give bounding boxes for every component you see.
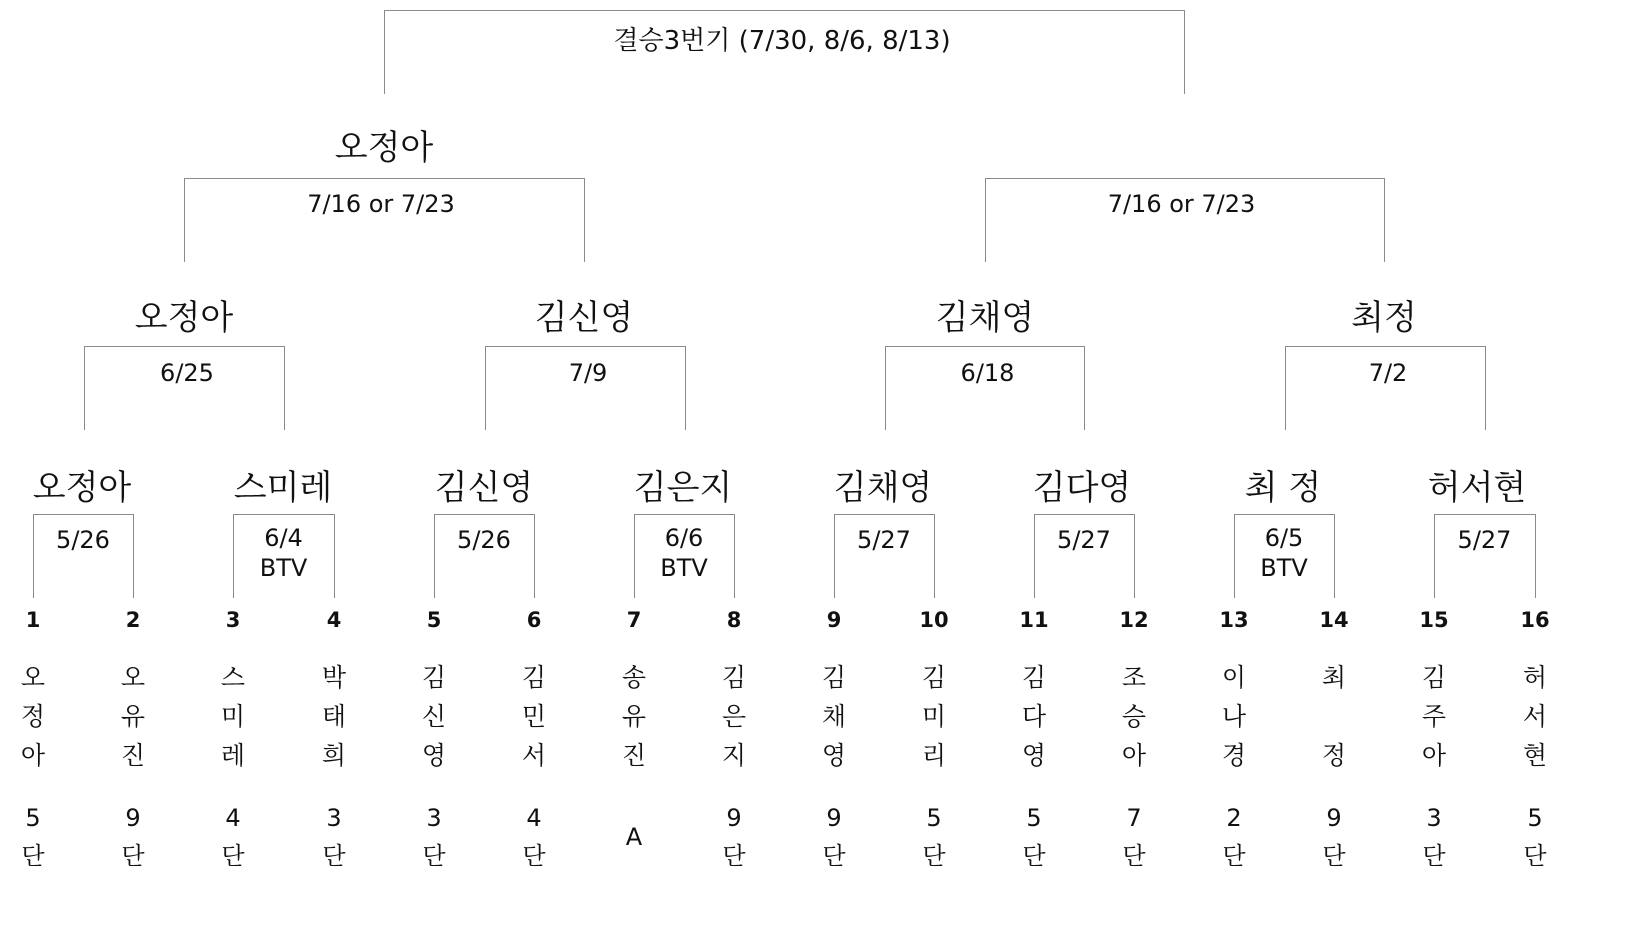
player-name-char: 김 [921,663,947,692]
player-name-char: 미 [220,702,246,731]
seed-number-16: 16 [1520,608,1550,632]
player-name-char: 최 [1321,663,1347,692]
r16-winner-8: 허서현 [1427,468,1527,508]
seed-number-7: 7 [626,608,642,632]
r16-date-5: 5/27 [857,526,911,554]
player-name-char: 정 [20,702,46,731]
final-bracket-right [1184,10,1185,94]
qf-date-3: 6/18 [960,359,1015,387]
player-rank: 단 [121,842,145,870]
r16-winner-7: 최 정 [1244,468,1322,508]
r16-broadcast-7: BTV [1260,554,1308,582]
qf-date-2: 7/9 [568,359,608,387]
qf-date-1: 6/25 [160,359,214,387]
player-name-char: 진 [621,741,647,770]
qf-winner-3: 김채영 [935,298,1035,338]
player-rank: 9 [726,804,742,832]
qf-bracket-2-top [485,346,686,347]
player-name-char: 김 [721,663,747,692]
player-name-char: 태 [321,702,347,731]
player-name-char: 서 [521,741,547,770]
seed-number-11: 11 [1019,608,1049,632]
r16-date-1: 5/26 [56,526,110,554]
r16-bracket-4-right [734,514,735,598]
player-name-char: 현 [1522,741,1548,770]
seed-number-12: 12 [1119,608,1149,632]
r16-bracket-7-top [1234,514,1335,515]
semi-bracket-2-left [985,178,986,262]
player-rank: A [625,823,643,851]
player-rank: 단 [722,842,746,870]
r16-bracket-3-right [534,514,535,598]
r16-winner-4: 김은지 [633,468,733,508]
player-name-char: 박 [321,663,347,692]
r16-winner-6: 김다영 [1032,468,1132,508]
player-name-char: 오 [20,663,46,692]
player-name-char: 채 [821,702,847,731]
qf-bracket-1-left [84,346,85,430]
player-rank: 5 [1026,804,1042,832]
r16-date-8: 5/27 [1457,526,1512,554]
player-rank: 단 [1022,842,1046,870]
r16-date-4: 6/6 [664,524,704,552]
r16-bracket-1-right [133,514,134,598]
player-rank: 3 [326,804,342,832]
qf-bracket-4-right [1485,346,1486,430]
player-rank: 4 [225,804,241,832]
seed-number-1: 1 [25,608,41,632]
r16-bracket-4-top [634,514,735,515]
r16-date-7: 6/5 [1264,524,1304,552]
player-name-char: 은 [721,702,747,731]
semi-winner-label: 오정아 [334,128,434,168]
player-rank: 9 [826,804,842,832]
semi-bracket-1-left [184,178,185,262]
player-name-char: 허 [1522,663,1548,692]
r16-bracket-3-left [434,514,435,598]
seed-number-14: 14 [1319,608,1349,632]
semi-date-1: 7/16 or 7/23 [307,190,455,218]
final-bracket-top [384,10,1185,11]
player-name-char: 주 [1421,702,1447,731]
player-rank: 단 [922,842,946,870]
player-name-char: 미 [921,702,947,731]
player-rank: 단 [522,842,546,870]
r16-broadcast-2: BTV [259,554,308,582]
player-name-char: 김 [1421,663,1447,692]
player-rank: 2 [1226,804,1242,832]
r16-bracket-8-right [1535,514,1536,598]
player-rank: 5 [25,804,41,832]
seed-number-8: 8 [726,608,742,632]
player-rank: 5 [1527,804,1543,832]
player-name-char: 다 [1021,702,1047,731]
r16-bracket-5-right [934,514,935,598]
player-name-char: 아 [1121,741,1147,770]
r16-bracket-7-right [1334,514,1335,598]
player-rank: 단 [1322,842,1346,870]
player-name-char: 나 [1221,702,1247,731]
player-name-char: 김 [1021,663,1047,692]
r16-bracket-5-left [834,514,835,598]
player-name-char: 레 [220,741,246,770]
final-bracket-left [384,10,385,94]
player-name-char: 영 [1021,741,1047,770]
player-name-char: 경 [1221,741,1247,770]
player-name-char: 오 [120,663,146,692]
seed-number-6: 6 [526,608,542,632]
player-name-char: 스 [220,663,246,692]
player-rank: 3 [426,804,442,832]
qf-bracket-1-top [84,346,285,347]
player-rank: 5 [926,804,942,832]
player-rank: 단 [822,842,846,870]
player-name-char: 아 [1421,741,1447,770]
r16-winner-5: 김채영 [833,468,933,508]
r16-date-2: 6/4 [264,524,303,552]
r16-bracket-1-left [33,514,34,598]
qf-bracket-4-left [1285,346,1286,430]
qf-bracket-3-top [885,346,1085,347]
r16-winner-2: 스미레 [233,468,333,508]
player-name-char: 승 [1121,702,1147,731]
player-name-char: 이 [1221,663,1247,692]
semi-bracket-2-top [985,178,1385,179]
player-rank: 단 [1122,842,1146,870]
r16-bracket-6-right [1134,514,1135,598]
player-name-char: 조 [1121,663,1147,692]
qf-date-4: 7/2 [1368,359,1408,387]
player-name-char: 아 [20,741,46,770]
qf-winner-4: 최정 [1351,298,1417,338]
player-rank: 단 [322,842,346,870]
seed-number-2: 2 [125,608,141,632]
r16-bracket-4-left [634,514,635,598]
qf-bracket-2-left [485,346,486,430]
player-rank: 7 [1126,804,1142,832]
r16-date-3: 5/26 [457,526,511,554]
seed-number-9: 9 [826,608,842,632]
player-name-char: 김 [421,663,447,692]
qf-bracket-1-right [284,346,285,430]
player-rank: 단 [21,842,45,870]
r16-bracket-8-top [1434,514,1536,515]
r16-date-6: 5/27 [1057,526,1111,554]
qf-bracket-3-right [1084,346,1085,430]
player-name-char: 희 [321,741,347,770]
player-rank: 단 [221,842,245,870]
player-rank: 3 [1426,804,1442,832]
player-name-char: 지 [721,741,747,770]
semi-bracket-1-top [184,178,585,179]
seed-number-5: 5 [426,608,442,632]
final-title: 결승3번기 (7/30, 8/6, 8/13) [613,26,951,56]
player-name-char: 김 [821,663,847,692]
seed-number-4: 4 [326,608,342,632]
player-name-char: 신 [421,702,447,731]
player-rank: 단 [422,842,446,870]
r16-bracket-6-top [1034,514,1135,515]
semi-date-2: 7/16 or 7/23 [1107,190,1256,218]
r16-bracket-8-left [1434,514,1435,598]
player-name-char: 진 [120,741,146,770]
seed-number-3: 3 [225,608,241,632]
qf-bracket-2-right [685,346,686,430]
player-name-char: 송 [621,663,647,692]
r16-broadcast-4: BTV [660,554,708,582]
player-rank: 9 [125,804,141,832]
qf-winner-2: 김신영 [534,298,634,338]
qf-winner-1: 오정아 [134,298,234,338]
player-name-char: 서 [1522,702,1548,731]
qf-bracket-4-top [1285,346,1486,347]
semi-bracket-2-right [1384,178,1385,262]
r16-bracket-2-top [233,514,335,515]
seed-number-13: 13 [1219,608,1249,632]
seed-number-10: 10 [919,608,949,632]
r16-bracket-2-right [334,514,335,598]
r16-bracket-1-top [33,514,134,515]
player-name-char: 리 [921,741,947,770]
player-rank: 단 [1523,842,1547,870]
player-rank: 단 [1222,842,1246,870]
qf-bracket-3-left [885,346,886,430]
r16-bracket-7-left [1234,514,1235,598]
player-rank: 단 [1422,842,1446,870]
player-name-char: 유 [120,702,146,731]
player-name-char: 영 [821,741,847,770]
player-name-char: 김 [521,663,547,692]
seed-number-15: 15 [1419,608,1449,632]
player-name-char: 영 [421,741,447,770]
r16-winner-3: 김신영 [434,468,534,508]
r16-winner-1: 오정아 [32,468,132,508]
r16-bracket-3-top [434,514,535,515]
player-rank: 4 [526,804,542,832]
r16-bracket-5-top [834,514,935,515]
r16-bracket-6-left [1034,514,1035,598]
player-rank: 9 [1326,804,1342,832]
player-name-char: 민 [521,702,547,731]
player-name-char: 정 [1321,741,1347,770]
semi-bracket-1-right [584,178,585,262]
r16-bracket-2-left [233,514,234,598]
player-name-char: 유 [621,702,647,731]
